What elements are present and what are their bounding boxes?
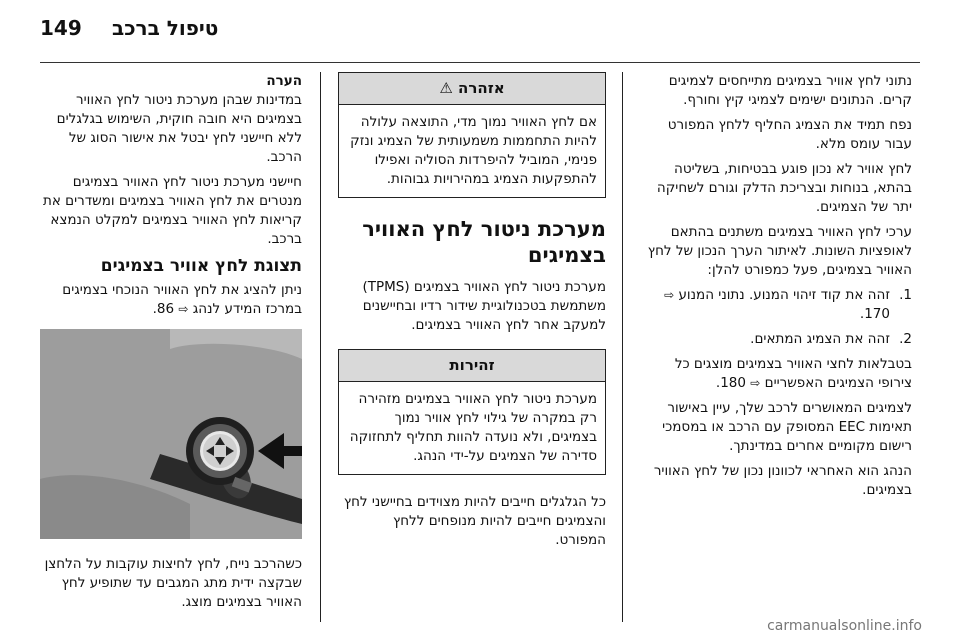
page-ref[interactable]: 170. bbox=[859, 306, 890, 322]
column-divider bbox=[320, 72, 321, 622]
list-text: זהה את הצמיג המתאים. bbox=[750, 331, 890, 347]
subsection-heading: תצוגת לחץ אוויר בצמיגים bbox=[100, 256, 302, 276]
right-column bbox=[642, 72, 912, 506]
note-heading: הערה bbox=[266, 73, 302, 89]
paragraph-text: ניתן להציג את לחץ האוויר הנוכחי בצמיגים במרכז המידע לנהג bbox=[62, 282, 302, 317]
list-item bbox=[642, 330, 912, 349]
caution-box-body: מערכת ניטור לחץ האוויר בצמיגים מזהירה רק במקרה של גילוי לחץ אוויר נמוך בצמיגים, ולא נועדה להוות תחליף לתחזוקה סדירה של הצמיגים על-ידי הנהג. bbox=[349, 391, 597, 464]
wiper-stalk-photo bbox=[40, 329, 302, 539]
page-ref-icon: ⇨ bbox=[750, 376, 761, 390]
middle-column bbox=[338, 72, 606, 556]
paragraph: חיישני מערכת ניטור לחץ האוויר בצמיגים מנטרים את לחץ האוויר בצמיגים ומשדרים את קריאות לחץ האוויר בצמיגים למקלט הנמצא ברכב. bbox=[42, 174, 302, 247]
warning-triangle-icon: ⚠ bbox=[439, 79, 453, 97]
paragraph bbox=[642, 355, 912, 393]
page-header bbox=[0, 0, 960, 62]
page-ref[interactable]: 180. bbox=[715, 375, 746, 391]
paragraph-text: בטבלאות לחצי האוויר בצמיגים מוצגים כל צירופי הצמיגים האפשריים bbox=[674, 356, 912, 391]
page-ref-icon: ⇨ bbox=[664, 288, 675, 302]
section-title: טיפול ברכב bbox=[112, 16, 219, 40]
paragraph: נתוני לחץ אוויר בצמיגים מתייחסים לצמיגים קרים. הנתונים ישימים לצמיגי קיץ וחורף. bbox=[668, 73, 912, 108]
photo-caption: כשהרכב נייח, לחץ לחיצות עוקבות על הלחצן שבקצה ידית מתג המגבים עד שתופיע לחץ האוויר בצמיגים מוצג. bbox=[44, 556, 302, 610]
header-rule bbox=[40, 62, 920, 63]
list-number: 1. bbox=[899, 287, 912, 303]
caution-box bbox=[338, 349, 606, 475]
page-ref-icon: ⇨ bbox=[178, 302, 189, 316]
section-heading: מערכת ניטור לחץ האוויר בצמיגים bbox=[362, 217, 606, 267]
wiper-stalk-illustration bbox=[40, 329, 302, 539]
paragraph: לצמיגים המאושרים לרכב שלך, עיין באישור תאימות EEC המסופק עם הרכב או במסמכי רישום מקומיים אחרים במדינתך. bbox=[662, 400, 912, 454]
list-number: 2. bbox=[899, 331, 912, 347]
paragraph: הנהג הוא האחראי לכוונון נכון של לחץ האוויר בצמיגים. bbox=[653, 463, 912, 498]
list-text: זהה את קוד זיהוי המנוע. נתוני המנוע bbox=[678, 287, 890, 303]
page-ref[interactable]: 86. bbox=[152, 301, 175, 317]
paragraph bbox=[40, 281, 302, 319]
left-column bbox=[40, 72, 302, 618]
warning-box-body: אם לחץ האוויר נמוך מדי, התוצאה עלולה להיות התחממות משמעותית של הצמיג ונזק פנימי, המוביל להיפרדות הסוליה ואפילו להתפקעות הצמיג במהירויות גבוהות. bbox=[350, 114, 597, 187]
warning-box-header bbox=[339, 73, 605, 105]
caution-box-title: זהירות bbox=[339, 350, 605, 382]
paragraph: ערכי לחץ האוויר בצמיגים משתנים בהתאם לאופציות השונות. לאיתור הערך הנכון של לחץ האוויר בצמיגים, פעל כמפורט להלן: bbox=[647, 224, 912, 278]
warning-box-title: אזהרה bbox=[458, 79, 505, 97]
watermark: carmanualsonline.info bbox=[767, 618, 922, 634]
paragraph: מערכת ניטור לחץ האוויר בצמיגים (TPMS) משתמשת בטכנולוגיית שידור רדיו ובחיישנים למעקב אחר לחץ האוויר בצמיגים. bbox=[362, 279, 606, 333]
note-body: במדינות שבהן מערכת ניטור לחץ האוויר בצמיגים היא חובה חוקית, השימוש בגלגלים ללא חיישני לחץ יבטל את אישור הסוג של הרכב. bbox=[56, 92, 302, 165]
warning-box bbox=[338, 72, 606, 198]
column-divider bbox=[622, 72, 623, 622]
paragraph: נפח תמיד את הצמיג החליף ללחץ המפורט עבור עומס מלא. bbox=[667, 117, 912, 152]
paragraph: כל הגלגלים חייבים להיות מצוידים בחיישני לחץ והצמיגים חייבים להיות מנופחים ללחץ המפורט. bbox=[343, 494, 606, 548]
page-number: 149 bbox=[40, 16, 82, 40]
list-item bbox=[642, 286, 912, 324]
paragraph: לחץ אוויר לא נכון פוגע בבטיחות, בשליטה בהתא, בנוחות ובצריכת הדלק וגורם לשחיקה יתר של הצמיגים. bbox=[656, 161, 912, 215]
